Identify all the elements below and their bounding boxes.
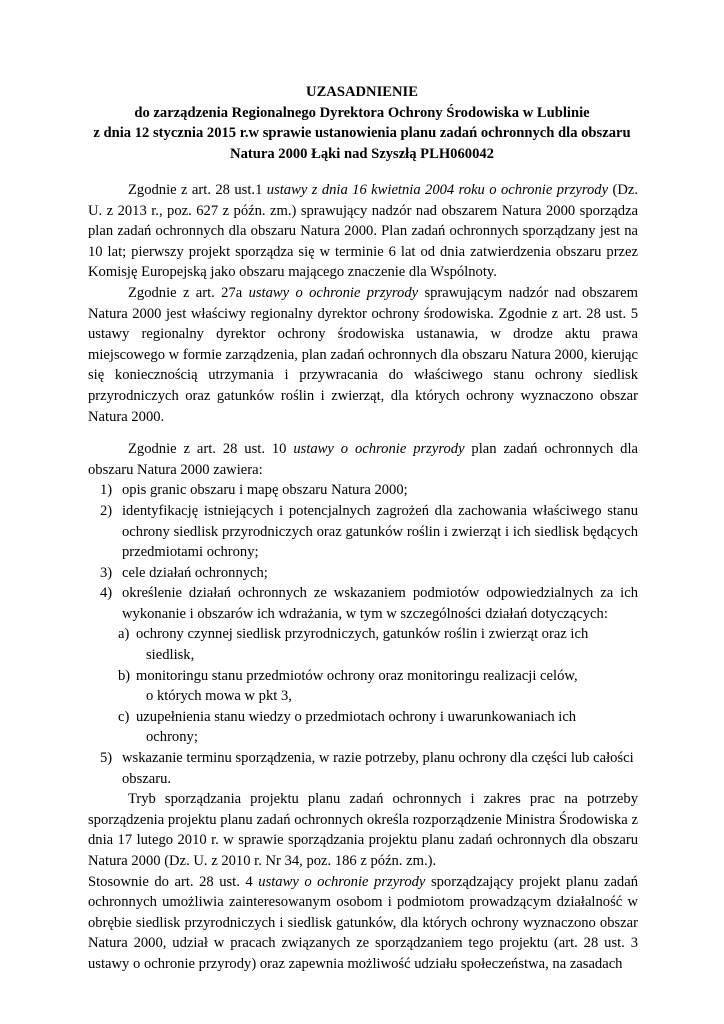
header-title: UZASADNIENIE bbox=[306, 84, 418, 100]
list-item: 4) określenie działań ochronnych ze wskazaniem podmiotów odpowiedzialnych za ich wykonanie i obszarów ich wdrażania, w tym w szczególności działań dotyczących: a) ochrony czynnej siedlisk przyrodniczych, gatunków roślin i zwierząt oraz ich siedlisk, b) monitoringu stanu przedmiotów ochrony oraz monitoringu realizacji celów, o których mowa w pkt 3, c) uzupełnienia stanu wiedzy o przedmiotach ochrony i uwarunkowaniach ich ochrony; bbox=[88, 583, 638, 748]
sub-list-item: c) uzupełnienia stanu wiedzy o przedmiotach ochrony i uwarunkowaniach ich ochrony; bbox=[118, 708, 577, 746]
header-line-3: z dnia 12 stycznia 2015 r.w sprawie ustanowienia planu zadań ochronnych dla obszaru bbox=[93, 125, 631, 141]
sub-list-item: a) ochrony czynnej siedlisk przyrodniczych, gatunków roślin i zwierząt oraz ich siedlisk, bbox=[118, 626, 589, 664]
paragraph-4: Tryb sporządzania projektu planu zadań ochronnych i zakres prac na potrzeby sporządzenia projektu planu zadań ochronnych określa rozporządzenie Ministra Środowiska z dnia 17 lutego 2010 r. w sprawie sporządzania projektu planu zadań ochronnych dla obszaru Natura 2000 (Dz. U. z 2010 r. Nr 34, poz. 186 z późn. zm.). bbox=[88, 791, 638, 869]
document-body bbox=[88, 180, 638, 975]
list-item: 2) identyfikację istniejących i potencjalnych zagrożeń dla zachowania właściwego stanu ochrony siedlisk przyrodniczych oraz gatunków roślin i zwierząt i ich siedlisk będących przedmiotami ochrony; bbox=[100, 502, 638, 561]
sub-list-item: b) monitoringu stanu przedmiotów ochrony oraz monitoringu realizacji celów, o których mowa w pkt 3, bbox=[118, 667, 578, 705]
paragraph-5: Stosownie do art. 28 ust. 4 ustawy o ochronie przyrody sporządzający projekt planu zadań ochronnych umożliwia zainteresowanym osobom i podmiotom prowadzącym działalność w obrębie siedlisk przyrodniczych i siedlisk gatunków, dla których ochrony wyznaczono obszar Natura 2000, udział w pracach związanych ze sporządzaniem tego projektu (art. 28 ust. 3 ustawy o ochronie przyrody) oraz zapewnia możliwość udziału społeczeństwa, na zasadach bbox=[88, 873, 638, 972]
sub-list bbox=[88, 624, 638, 748]
paragraph-3: Zgodnie z art. 28 ust. 10 ustawy o ochronie przyrody plan zadań ochronnych dla obszaru Natura 2000 zawiera: bbox=[88, 441, 638, 478]
list-item: 1) opis granic obszaru i mapę obszaru Natura 2000; bbox=[100, 482, 408, 499]
list-item: 3) cele działań ochronnych; bbox=[100, 564, 268, 581]
paragraph-2: Zgodnie z art. 27a ustawy o ochronie przyrody sprawującym nadzór nad obszarem Natura 2000 jest właściwy regionalny dyrektor ochrony środowiska. Zgodnie z art. 28 ust. 5 ustawy regionalny dyrektor ochrony środowiska ustanawia, w drodze aktu prawa miejscowego w formie zarządzenia, plan zadań ochronnych dla obszaru Natura 2000, kierując się koniecznością utrzymania i przywracania do właściwego stanu ochrony siedlisk przyrodniczych oraz gatunków roślin i zwierząt, dla których ochrony wyznaczono obszar Natura 2000. bbox=[88, 284, 638, 425]
contents-list bbox=[88, 480, 638, 789]
header-line-4: Natura 2000 Łąki nad Szyszłą PLH060042 bbox=[230, 145, 494, 162]
document-header bbox=[80, 82, 644, 164]
list-item: 5) wskazanie terminu sporządzenia, w razie potrzeby, planu ochrony dla części lub całości obszaru. bbox=[100, 750, 634, 787]
header-line-2: do zarządzenia Regionalnego Dyrektora Ochrony Środowiska w Lublinie bbox=[134, 104, 590, 121]
paragraph-1: Zgodnie z art. 28 ust.1 ustawy z dnia 16 kwietnia 2004 roku o ochronie przyrody (Dz. U. z 2013 r., poz. 627 z późn. zm.) sprawujący nadzór nad obszarem Natura 2000 sporządza plan zadań ochronnych dla obszaru Natura 2000. Plan zadań ochronnych sporządzany jest na 10 lat; pierwszy projekt sporządza się w terminie 6 lat od dnia zatwierdzenia obszaru przez Komisję Europejską jako obszaru mającego znaczenie dla Wspólnoty. bbox=[88, 182, 638, 281]
